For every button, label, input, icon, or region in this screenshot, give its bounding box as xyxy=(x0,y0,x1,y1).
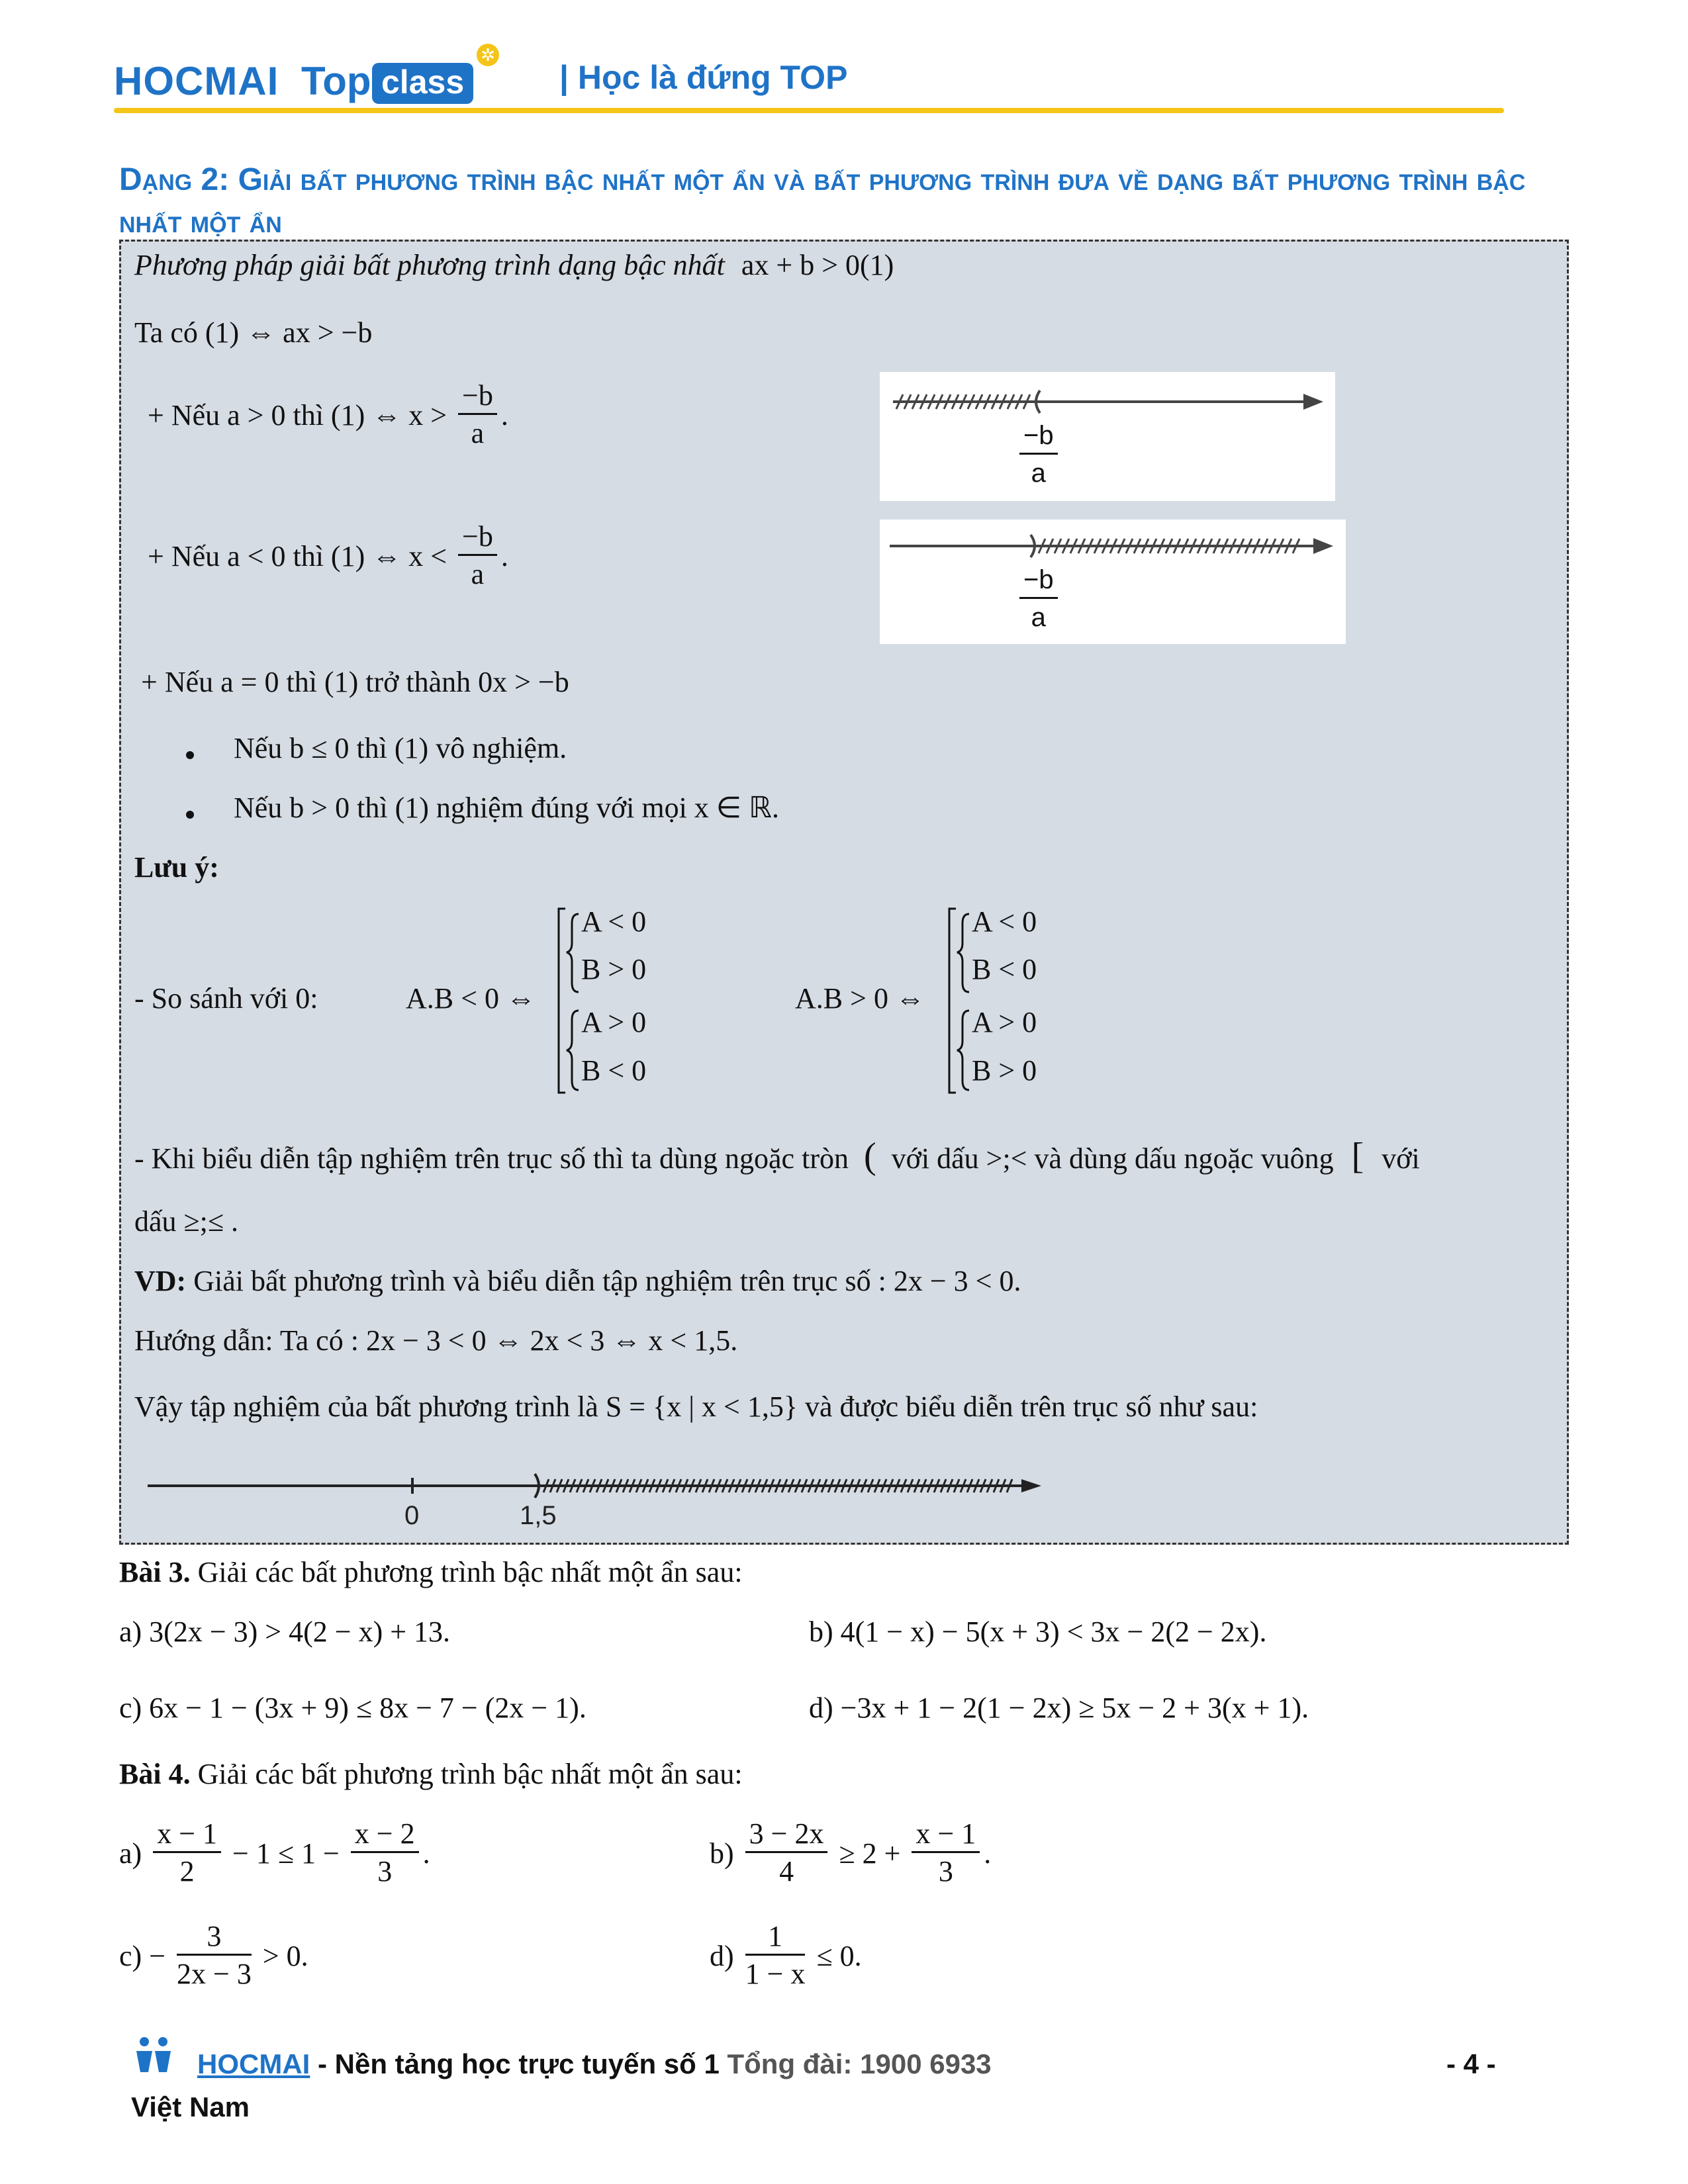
sub-case-1: Nếu b ≤ 0 thì (1) vô nghiệm. xyxy=(234,732,567,764)
section-title: Dạng 2: Giải bất phương trình bậc nhất một ẩn và bất phương trình đưa về dạng bất phương trình bậc nhất một ẩn xyxy=(119,162,1526,240)
bai4-a-end: . xyxy=(422,1837,430,1870)
system-row: B < 0 xyxy=(972,953,1037,985)
vd-label: VD: xyxy=(134,1265,187,1297)
footer-text: - Nền tảng học trực tuyến số 1 xyxy=(310,2048,727,2079)
fraction-axis xyxy=(1019,418,1058,492)
frac-den: 1 − x xyxy=(745,1958,806,1990)
bai3-label: Bài 3. xyxy=(119,1556,191,1588)
system-row: B > 0 xyxy=(972,1054,1037,1087)
fraction-neg-b-over-a xyxy=(458,379,497,452)
bai4-c-frac xyxy=(177,1919,252,1993)
slogan xyxy=(559,58,847,97)
frac-num: 1 xyxy=(745,1919,806,1956)
case-zero: + Nếu a = 0 thì (1) trở thành 0x > −b xyxy=(141,666,569,698)
frac-num: −b xyxy=(1019,563,1058,599)
ab-negative-label: A.B < 0 ⇔ xyxy=(406,982,536,1015)
fraction-neg-b-over-a xyxy=(458,520,497,593)
frac-num: −b xyxy=(458,379,497,415)
bai4-d-tail: ≤ 0. xyxy=(816,1940,862,1972)
method-box xyxy=(119,240,1569,1545)
bai3-a: a) 3(2x − 3) > 4(2 − x) + 13. xyxy=(119,1615,451,1648)
number-line-negative xyxy=(880,520,1346,644)
bai4-d xyxy=(710,1919,862,1993)
footer-hotline: Tổng đài: 1900 6933 xyxy=(727,2048,992,2079)
axis-fraction xyxy=(1015,563,1062,636)
footer-brand-link[interactable]: HOCMAI xyxy=(197,2048,310,2079)
case-negative-prefix: + Nếu a < 0 thì (1) ⇔ x < xyxy=(148,540,447,572)
case-negative xyxy=(148,520,508,593)
bai4-label: Bài 4. xyxy=(119,1758,191,1790)
bai3-d: d) −3x + 1 − 2(1 − 2x) ≥ 5x − 2 + 3(x + 1). xyxy=(809,1692,1309,1724)
bai4-b-mid: ≥ 2 + xyxy=(839,1837,901,1870)
bracket-note-c: với xyxy=(1382,1142,1420,1175)
bracket-note-a: - Khi biểu diễn tập nghiệm trên trục số thì ta dùng ngoặc tròn xyxy=(134,1142,849,1175)
frac-den: a xyxy=(471,558,485,590)
frac-den: 3 xyxy=(377,1855,393,1888)
example-line xyxy=(134,1264,1021,1298)
bai4-c-minus: − xyxy=(149,1940,166,1972)
bai4-a-label: a) xyxy=(119,1837,142,1870)
bai4-c-label: c) xyxy=(119,1940,142,1972)
bullet-icon xyxy=(186,811,194,819)
footer-line xyxy=(197,2048,992,2080)
logo-hocmai: HOCMAI xyxy=(114,59,279,103)
bai4-c xyxy=(119,1919,308,1993)
frac-den: 3 xyxy=(938,1855,953,1888)
bai4-b-frac1 xyxy=(745,1817,828,1890)
axis-label-1-5: 1,5 xyxy=(520,1501,557,1530)
solution-set-line: Vậy tập nghiệm của bất phương trình là S = {x | x < 1,5} và được biểu diễn trên trục số như sau: xyxy=(134,1390,1258,1423)
bracket-note-b: với dấu >;< và dùng dấu ngoặc vuông xyxy=(891,1142,1334,1175)
frac-den: 2 xyxy=(179,1855,195,1888)
system-row: A > 0 xyxy=(972,1006,1037,1038)
frac-num: 3 xyxy=(177,1919,252,1956)
bullet-icon xyxy=(186,751,194,759)
ab-negative-system xyxy=(555,905,687,1097)
logo-top: Top xyxy=(301,59,371,103)
hocmai-logo-icon xyxy=(131,2035,177,2076)
bai4-b xyxy=(710,1817,991,1890)
bracket-note-line1 xyxy=(134,1135,1420,1177)
frac-num: 3 − 2x xyxy=(745,1817,828,1853)
frac-den: a xyxy=(1031,603,1046,632)
period: . xyxy=(500,540,508,572)
bai3-c: c) 6x − 1 − (3x + 9) ≤ 8x − 7 − (2x − 1). xyxy=(119,1692,586,1724)
number-line-positive xyxy=(880,372,1335,501)
footer-country: Việt Nam xyxy=(131,2091,250,2122)
bai3-b: b) 4(1 − x) − 5(x + 3) < 3x − 2(2 − 2x). xyxy=(809,1615,1267,1648)
system-row: B > 0 xyxy=(581,953,647,985)
fraction-axis xyxy=(1019,563,1058,636)
note-label: Lưu ý: xyxy=(134,851,219,884)
number-line-positive-svg xyxy=(880,372,1335,501)
bai4-a-mid: − 1 ≤ 1 − xyxy=(232,1837,340,1870)
frac-den: a xyxy=(471,417,485,449)
star-icon: ✲ xyxy=(477,44,499,66)
frac-num: x − 1 xyxy=(912,1817,980,1853)
method-heading xyxy=(134,248,894,282)
bai4-d-label: d) xyxy=(710,1940,734,1972)
axis-fraction xyxy=(1015,418,1062,492)
slogan-top: TOP xyxy=(780,59,848,96)
example-number-line xyxy=(148,1459,1141,1532)
bai3-text: Giải các bất phương trình bậc nhất một ẩn sau: xyxy=(190,1556,743,1588)
frac-den: 2x − 3 xyxy=(177,1958,252,1990)
period: . xyxy=(500,399,508,432)
system-row: A > 0 xyxy=(581,1006,647,1038)
ab-positive-system xyxy=(945,905,1078,1097)
frac-den: a xyxy=(1031,459,1046,488)
bai4-a-frac1 xyxy=(153,1817,221,1890)
vd-text: Giải bất phương trình và biểu diễn tập nghiệm trên trục số : 2x − 3 < 0. xyxy=(186,1265,1021,1297)
bai4-c-tail: > 0. xyxy=(262,1940,308,1972)
bai4-b-end: . xyxy=(984,1837,992,1870)
bracket-note-line2: dấu ≥;≤ . xyxy=(134,1205,239,1238)
case-positive-prefix: + Nếu a > 0 thì (1) ⇔ x > xyxy=(148,399,447,432)
bai4-d-frac xyxy=(745,1919,806,1993)
bai4-b-frac2 xyxy=(912,1817,980,1890)
logo-class: class xyxy=(372,63,473,104)
case-positive xyxy=(148,379,508,452)
number-line-negative-svg xyxy=(880,520,1346,644)
guide-line: Hướng dẫn: Ta có : 2x − 3 < 0 ⇔ 2x < 3 ⇔ x < 1,5. xyxy=(134,1324,738,1357)
system-row: A < 0 xyxy=(581,905,647,938)
frac-num: x − 1 xyxy=(153,1817,221,1853)
compare-label: - So sánh với 0: xyxy=(134,982,318,1015)
bai3-heading xyxy=(119,1555,743,1589)
header-divider xyxy=(114,108,1504,113)
slogan-prefix: | Học là đứng xyxy=(559,59,780,96)
method-heading-text: Phương pháp giải bất phương trình dạng bậc nhất xyxy=(134,249,725,281)
frac-num: −b xyxy=(1019,418,1058,455)
page-number: - 4 - xyxy=(1446,2048,1496,2079)
axis-label-zero: 0 xyxy=(404,1501,420,1530)
bai4-heading xyxy=(119,1757,743,1791)
bai4-a xyxy=(119,1817,430,1890)
paren-symbol: ( xyxy=(863,1136,876,1177)
bai4-a-frac2 xyxy=(351,1817,419,1890)
sub-case-2: Nếu b > 0 thì (1) nghiệm đúng với mọi x ∈ ℝ. xyxy=(234,792,779,824)
frac-den: 4 xyxy=(779,1855,794,1888)
system-row: B < 0 xyxy=(581,1054,647,1087)
method-heading-formula: ax + b > 0(1) xyxy=(741,249,894,281)
square-bracket-symbol: [ xyxy=(1351,1136,1364,1177)
bai4-b-label: b) xyxy=(710,1837,734,1870)
method-line1: Ta có (1) ⇔ ax > −b xyxy=(134,316,373,349)
frac-num: −b xyxy=(458,520,497,556)
system-row: A < 0 xyxy=(972,905,1037,938)
frac-num: x − 2 xyxy=(351,1817,419,1853)
bai4-text: Giải các bất phương trình bậc nhất một ẩn sau: xyxy=(190,1758,743,1790)
ab-positive-label: A.B > 0 ⇔ xyxy=(795,982,925,1015)
